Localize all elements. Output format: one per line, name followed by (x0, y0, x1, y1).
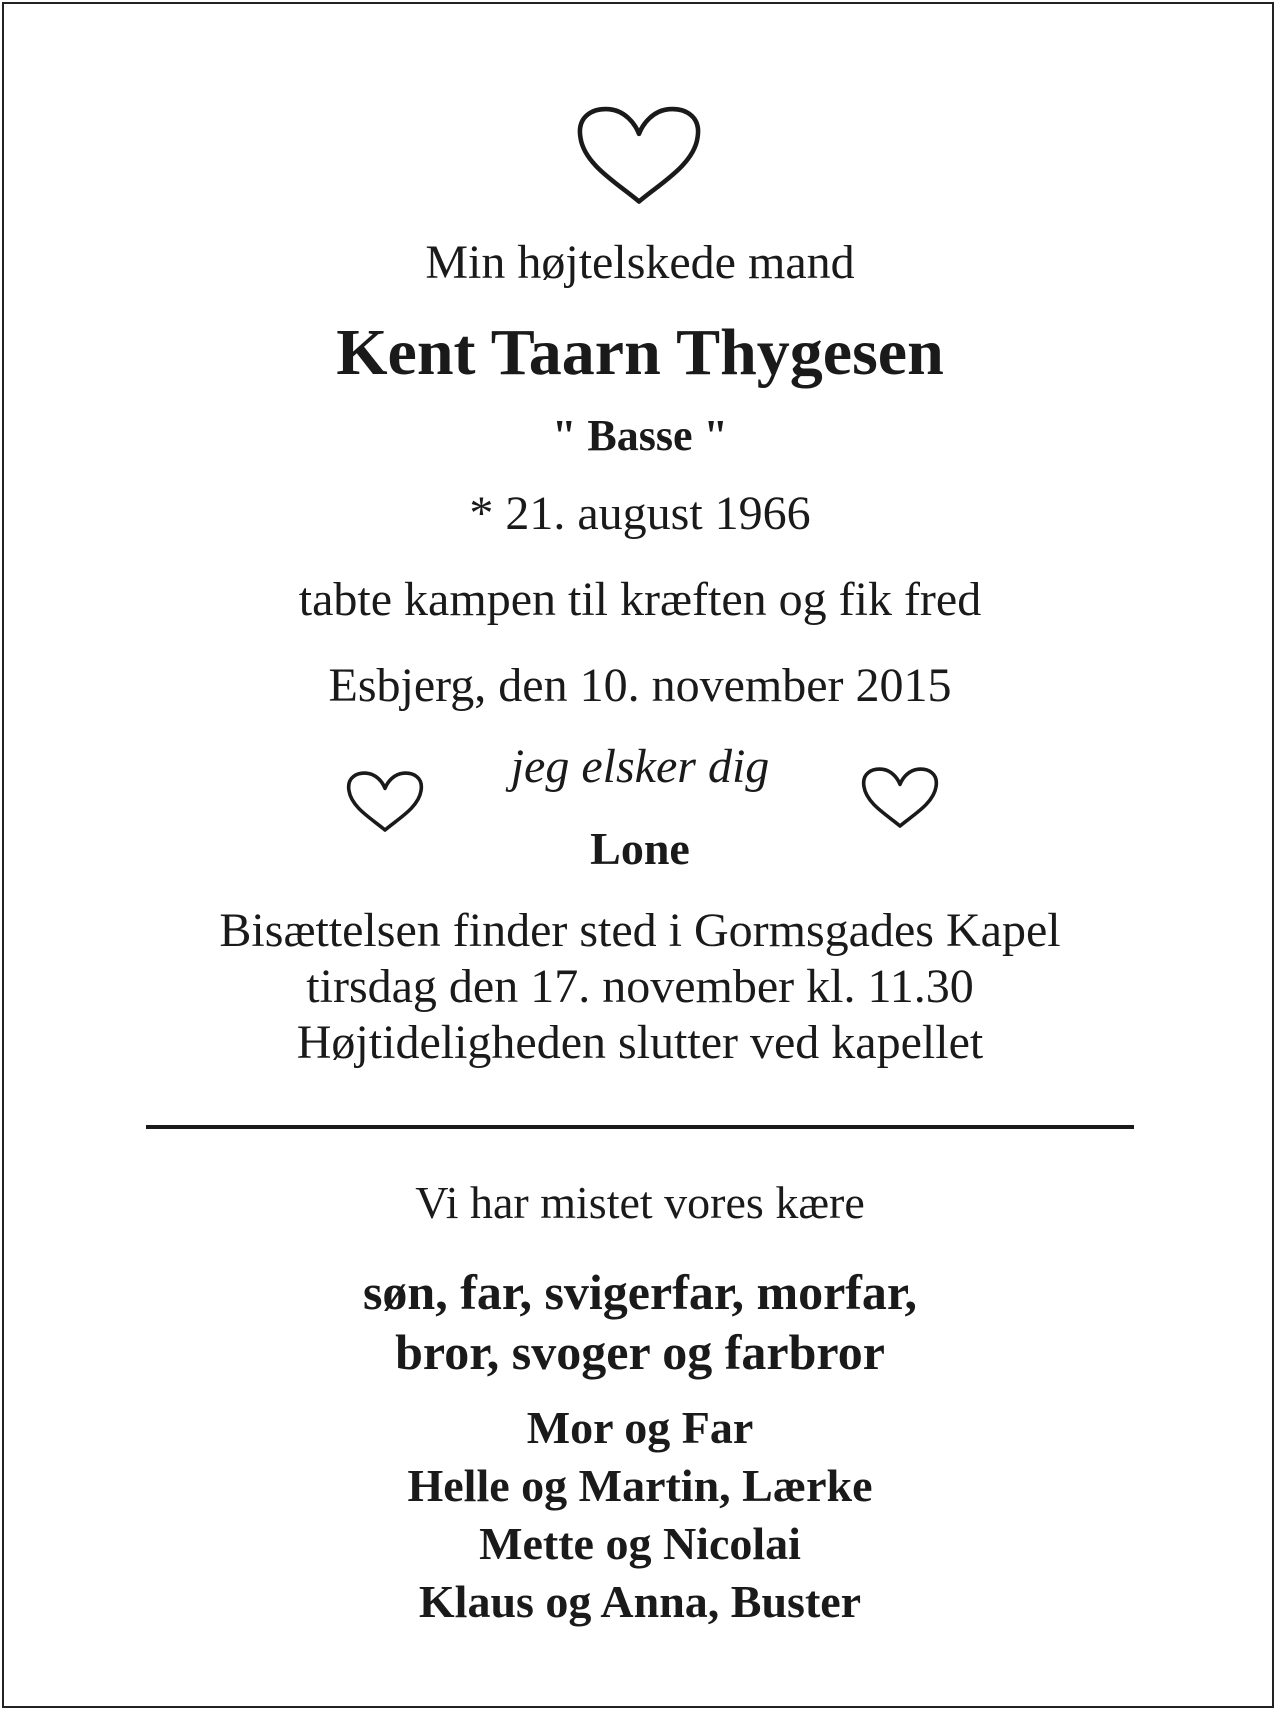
nickname: " Basse " (552, 411, 728, 460)
place-date: Esbjerg, den 10. november 2015 (328, 659, 952, 712)
relations-line: søn, far, svigerfar, morfar, (362, 1264, 918, 1320)
family-name-line: Helle og Martin, Lærke (407, 1460, 873, 1511)
heart-icon (570, 104, 708, 208)
relations-line: bror, svoger og farbror (395, 1324, 885, 1380)
funeral-line: Højtideligheden slutter ved kapellet (296, 1016, 984, 1069)
family-names (0, 1399, 1280, 1631)
intro-text: Min højtelskede mand (425, 236, 855, 289)
funeral-line: Bisættelsen finder sted i Gormsgades Kapel (219, 904, 1061, 957)
funeral-line: tirsdag den 17. november kl. 11.30 (306, 960, 974, 1013)
funeral-info (0, 903, 1280, 1071)
family-intro: Vi har mistet vores kære (415, 1177, 865, 1228)
relations-list (0, 1262, 1280, 1382)
death-text: tabte kampen til kræften og fik fred (298, 573, 982, 626)
birth-date: * 21. august 1966 (469, 487, 811, 540)
love-text: jeg elsker dig (510, 740, 770, 793)
family-name-line: Mor og Far (526, 1402, 754, 1453)
divider (146, 1125, 1134, 1129)
family-name-line: Klaus og Anna, Buster (418, 1576, 862, 1627)
family-name-line: Mette og Nicolai (479, 1518, 801, 1569)
deceased-name: Kent Taarn Thygesen (336, 316, 944, 389)
signer-name: Lone (590, 823, 690, 874)
